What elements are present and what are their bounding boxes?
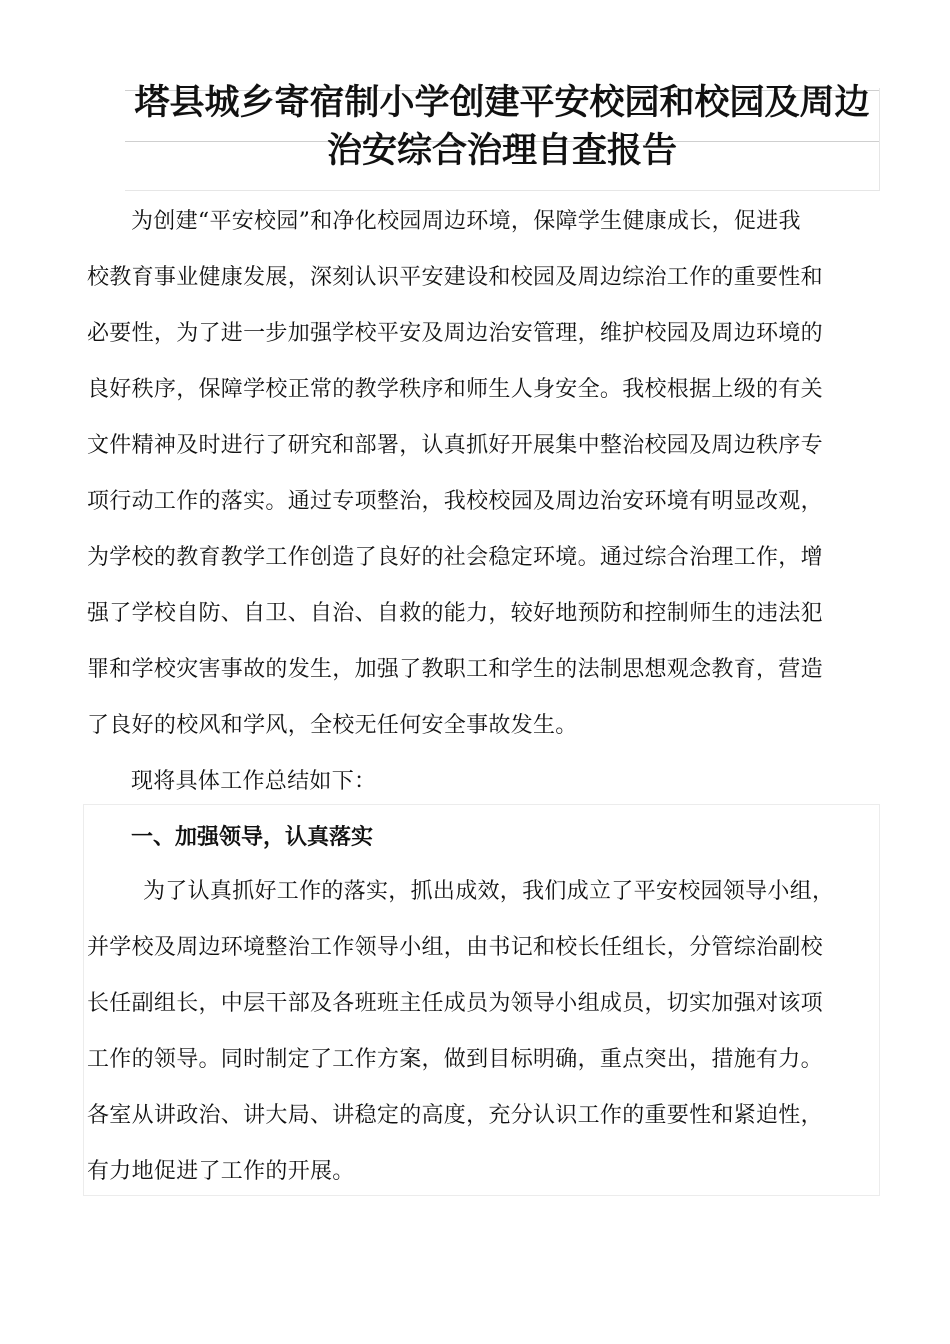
intro-line: 强了学校自防、自卫、自治、自救的能力，较好地预防和控制师生的违法犯 <box>87 601 823 626</box>
section-paragraph <box>87 864 877 1200</box>
intro-line: 良好秩序，保障学校正常的教学秩序和师生人身安全。我校根据上级的有关 <box>87 377 823 402</box>
summary-intro-line: 现将具体工作总结如下： <box>131 769 377 794</box>
section-line: 为了认真抓好工作的落实，抓出成效，我们成立了平安校园领导小组， <box>143 879 835 904</box>
intro-line: 了良好的校风和学风，全校无任何安全事故发生。 <box>87 713 578 738</box>
section-line: 长任副组长，中层干部及各班班主任成员为领导小组成员，切实加强对该项 <box>87 991 823 1016</box>
section-line: 有力地促进了工作的开展。 <box>87 1159 355 1184</box>
section-line: 各室从讲政治、讲大局、讲稳定的高度，充分认识工作的重要性和紧迫性， <box>87 1103 823 1128</box>
intro-line: 为创建“平安校园”和净化校园周边环境，保障学生健康成长，促进我 <box>131 209 801 234</box>
summary-intro-paragraph <box>87 754 877 810</box>
document-title-line-2: 治安综合治理自查报告 <box>326 130 677 171</box>
intro-line: 校教育事业健康发展，深刻认识平安建设和校园及周边综治工作的重要性和 <box>87 265 823 290</box>
intro-line: 项行动工作的落实。通过专项整治，我校校园及周边治安环境有明显改观， <box>87 489 823 514</box>
intro-paragraph <box>87 194 877 754</box>
section-line: 工作的领导。同时制定了工作方案，做到目标明确，重点突出，措施有力。 <box>87 1047 823 1072</box>
intro-line: 文件精神及时进行了研究和部署，认真抓好开展集中整治校园及周边秩序专 <box>87 433 823 458</box>
section-line: 并学校及周边环境整治工作领导小组，由书记和校长任组长，分管综治副校 <box>87 935 823 960</box>
intro-line: 必要性，为了进一步加强学校平安及周边治安管理，维护校园及周边环境的 <box>87 321 823 346</box>
section-heading: 一、加强领导，认真落实 <box>131 824 374 850</box>
document-title-line-1: 塔县城乡寄宿制小学创建平安校园和校园及周边 <box>134 82 870 123</box>
intro-line: 为学校的教育教学工作创造了良好的社会稳定环境。通过综合治理工作，增 <box>87 545 823 570</box>
intro-line: 罪和学校灾害事故的发生，加强了教职工和学生的法制思想观念教育，营造 <box>87 657 823 682</box>
